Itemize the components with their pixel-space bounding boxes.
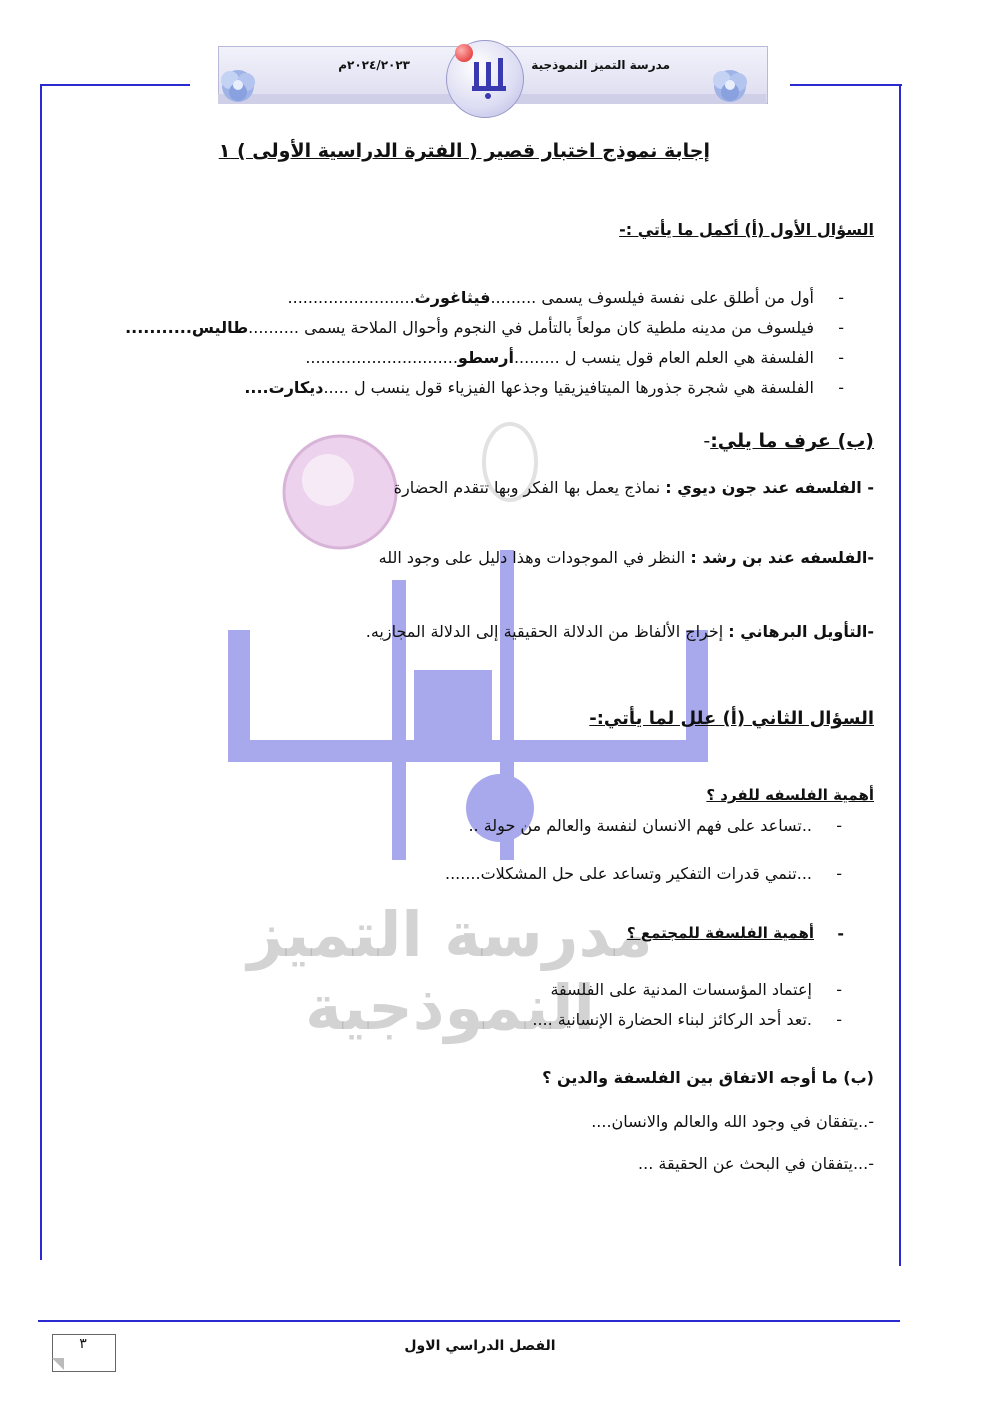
q1a-item-tail: .............................. <box>305 348 458 367</box>
q1b-definition-1 <box>150 478 874 497</box>
bullet-dash-icon: - <box>836 864 842 883</box>
definition-text: نماذج يعمل بها الفكر وبها تتقدم الحضارة <box>393 478 666 497</box>
q2a-society-item-1 <box>300 980 842 999</box>
q2a-individual-item-1 <box>300 816 842 835</box>
logo-mark-icon <box>470 56 508 100</box>
q2a-society-heading: أهمية الفلسفة للمجتمع ؟ <box>626 924 814 942</box>
q1a-item-1 <box>40 288 844 307</box>
q1a-item-4 <box>40 378 844 397</box>
q2a-society-item-2 <box>300 1010 842 1029</box>
q1a-item-3 <box>40 348 844 367</box>
q1a-item-tail: ......................... <box>287 288 415 307</box>
q1b-heading-text: (ب) عرف ما يلي: <box>710 430 874 452</box>
q1a-item-answer: طاليس <box>191 318 249 337</box>
q1b-heading <box>520 430 874 452</box>
q1a-item-text: الفلسفة هي شجرة جذورها الميتافيزيقيا وجذعها الفيزياء قول ينسب ل ..... <box>323 378 814 397</box>
list-item-text: ...تنمي قدرات التفكير وتساعد على حل المشكلات....... <box>444 864 812 883</box>
frame-top-left <box>40 84 190 86</box>
bullet-dash-icon: - <box>838 348 844 367</box>
bullet-dash-icon: - <box>836 1010 842 1029</box>
frame-top-right <box>790 84 902 86</box>
q1b-definition-3 <box>150 622 874 641</box>
q2b-item-1: -..يتفقان في وجود الله والعالم والانسان.... <box>591 1112 874 1131</box>
q2b-item-2: -...يتفقان في البحث عن الحقيقة ... <box>638 1154 874 1173</box>
bullet-dash-icon: - <box>836 980 842 999</box>
q1a-item-tail: .... <box>244 378 269 397</box>
footer-semester: الفصل الدراسي الاول <box>404 1338 556 1354</box>
frame-right <box>899 84 901 1266</box>
definition-term: -الفلسفه عند بن رشد : <box>690 548 874 567</box>
bullet-dash-icon: - <box>837 924 844 943</box>
q1a-heading: السؤال الأول (أ) أكمل ما يأتي :- <box>619 220 874 239</box>
q2a-heading: السؤال الثاني (أ) علل لما يأتي:- <box>589 708 874 729</box>
definition-text: إخراج الألفاظ من الدلالة الحقيقية إلى الدلالة المجازيه. <box>365 622 729 641</box>
page-fold-icon <box>52 1358 64 1370</box>
q1a-item-text: أول من أطلق على نفسة فيلسوف يسمى ......... <box>490 288 814 307</box>
footer-line <box>38 1320 900 1322</box>
q1b-heading-suffix: - <box>703 430 711 452</box>
bullet-dash-icon: - <box>836 816 842 835</box>
q1a-item-text: الفلسفة هي العلم العام قول ينسب ل ......... <box>513 348 814 367</box>
definition-text: النظر في الموجودات وهذا دليل على وجود الله <box>378 548 691 567</box>
q1a-item-text: فيلسوف من مدينه ملطية كان مولعاً بالتأمل في النجوم وأحوال الملاحة يسمى .......... <box>248 318 814 337</box>
q1a-item-tail: ........... <box>125 318 192 337</box>
rose-left-icon <box>208 56 268 116</box>
definition-term: -التأويل البرهاني : <box>728 622 874 641</box>
q2a-society-heading-row <box>500 924 844 943</box>
bullet-dash-icon: - <box>838 318 844 337</box>
q2a-individual-item-2 <box>300 864 842 883</box>
watermark-text: مدرسة التميز النموذجية <box>247 898 653 1044</box>
rose-right-icon <box>700 56 760 116</box>
q1a-item-2 <box>40 318 844 337</box>
q2b-heading: (ب) ما أوجه الاتفاق بين الفلسفة والدين ؟ <box>542 1068 874 1087</box>
list-item-text: إعتماد المؤسسات المدنية على الفلسفة <box>550 980 812 999</box>
q1a-item-answer: ديكارت <box>268 378 324 397</box>
header-year: ٢٠٢٤/٢٠٢٣م <box>338 58 410 72</box>
bullet-dash-icon: - <box>838 288 844 307</box>
q1b-definition-2 <box>150 548 874 567</box>
list-item-text: .تعد أحد الركائز لبناء الحضارة الإنسانية .... <box>532 1010 812 1029</box>
header-school-name: مدرسة التميز النموذجية <box>531 58 670 72</box>
page-title: إجابة نموذج اختبار قصير ( الفترة الدراسية الأولى ) ١ <box>218 140 710 162</box>
list-item-text: ..تساعد على فهم الانسان لنفسة والعالم من حولة .. <box>468 816 812 835</box>
frame-left <box>40 84 42 1260</box>
q2a-individual-heading: أهمية الفلسفه للفرد ؟ <box>706 786 874 804</box>
q1a-item-answer: أرسطو <box>457 348 514 367</box>
page-number: ٣ <box>79 1336 87 1352</box>
q1a-item-answer: فيثاغورث <box>414 288 491 307</box>
bullet-dash-icon: - <box>838 378 844 397</box>
definition-term: - الفلسفه عند جون ديوي : <box>665 478 874 497</box>
